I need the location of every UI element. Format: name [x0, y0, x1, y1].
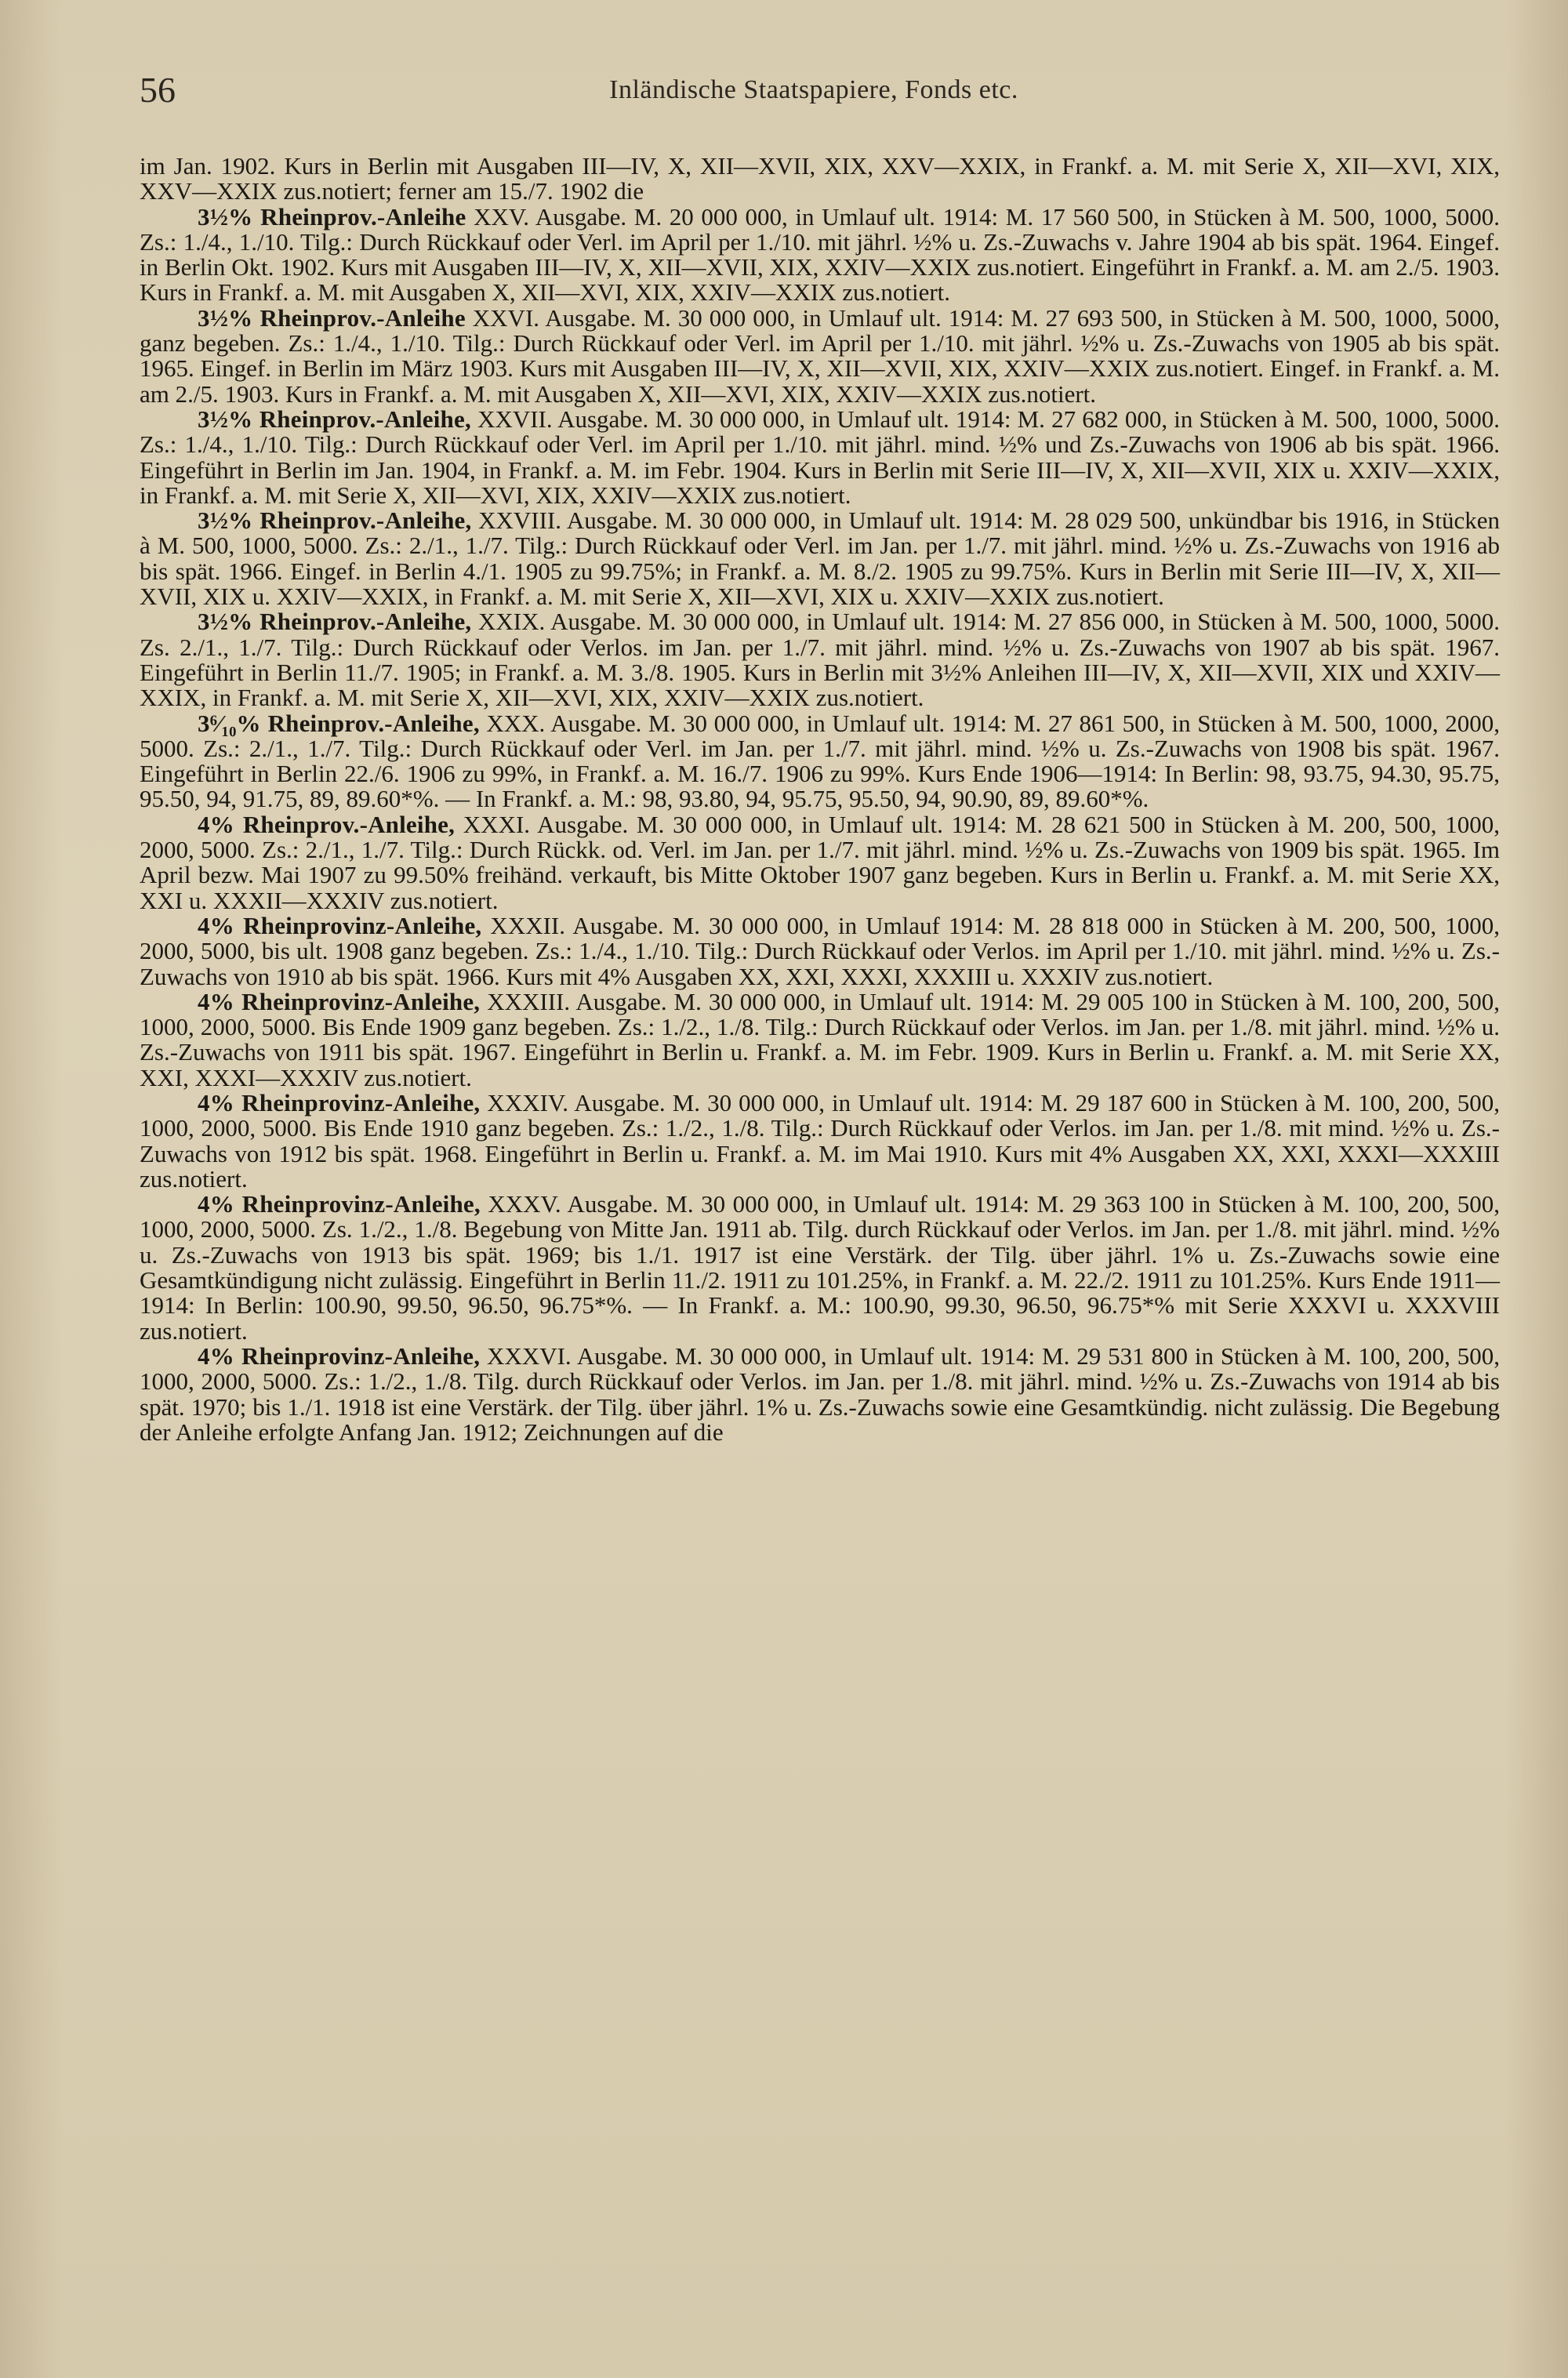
entry-text: XXXIV. Ausgabe. M. 30 000 000, in Umlauf ult. 1914: M. 29 187 600 in Stücken à M. 100, 200, 500, 1000, 2000, 5000. Bis Ende 1910 ganz begeben. Zs.: 1./2., 1./8. Tilg.: Durch Rückkauf oder Verlos. im Jan. per 1./8. mit mind. ½% u. Zs.-Zuwachs von 1912 bis spät. 1968. Eingeführt in Berlin u. Frankf. a. M. im Mai 1910. Kurs mit 4% Ausgaben XX, XXI, XXXI—XXXIII zus.notiert. — [140, 1088, 1501, 1193]
entry-text: XXXIII. Ausgabe. M. 30 000 000, in Umlauf ult. 1914: M. 29 005 100 in Stücken à M. 100, 200, 500, 1000, 2000, 5000. Bis Ende 1909 ganz begeben. Zs.: 1./2., 1./8. Tilg.: Durch Rückkauf oder Verlos. im Jan. per 1./8. mit jährl. mind. ½% u. Zs.-Zuwachs von 1911 bis spät. 1967. Eingeführt in Berlin u. Frankf. a. M. im Febr. 1909. Kurs in Berlin u. Frankf. a. M. mit Serie XX, XXI, XXXI—XXXIV zus.notiert. — [140, 987, 1500, 1091]
entry-anleihe-xxix — [140, 609, 1500, 710]
entry-text: XXVII. Ausgabe. M. 30 000 000, in Umlauf ult. 1914: M. 27 682 000, in Stücken à M. 500, 1000, 5000. Zs.: 1./4., 1./10. Tilg.: Durch Rückkauf oder Verl. im April per 1./10. mit jährl. mind. ½% und Zs.-Zuwachs von 1906 ab bis spät. 1966. Eingeführt in Berlin im Jan. 1904, in Frankf. a. M. im Febr. 1904. Kurs in Berlin mit Serie III—IV, X, XII—XVII, XIX u. XXIV—XXIX, in Frankf. a. M. mit Serie X, XII—XVI, XIX, XXIV—XXIX zus.notiert. — [140, 405, 1500, 509]
entry-text: XXXVI. Ausgabe. M. 30 000 000, in Umlauf ult. 1914: M. 29 531 800 in Stücken à M. 100, 200, 500, 1000, 2000, 5000. Zs.: 1./2., 1./8. Tilg. durch Rückkauf oder Verlos. im Jan. per 1./8. mit jährl. mind. ½% u. Zs.-Zuwachs von 1914 ab bis spät. 1970; bis 1./1. 1918 ist eine Verstärk. der Tilg. über jährl. 1% u. Zs.-Zuwachs sowie eine Gesamtkündig. nicht zulässig. Die Begebung der Anleihe erfolgte Anfang Jan. 1912; Zeichnungen auf die — [140, 1341, 1500, 1446]
entry-anleihe-xxxi — [140, 812, 1500, 913]
entry-text: XXIX. Ausgabe. M. 30 000 000, in Umlauf ult. 1914: M. 27 856 000, in Stücken à M. 500, 1000, 5000. Zs. 2./1., 1./7. Tilg.: Durch Rückkauf oder Verlos. im Jan. per 1./7. mit jährl. mind. ½% u. Zs.-Zuwachs von 1907 ab bis spät. 1967. Eingeführt in Berlin 11./7. 1905; in Frankf. a. M. 3./8. 1905. Kurs in Berlin mit 3½% Anleihen III—IV, X, XII—XVII, XIX und XXIV—XXIX, in Frankf. a. M. mit Serie X, XII—XVI, XIX, XXIV—XXIX zus.notiert. — [140, 608, 1501, 712]
entry-anleihe-xxxvi — [140, 1341, 1500, 1446]
entry-heading: 4% Rheinprovinz-Anleihe, — [198, 1190, 481, 1218]
entry-text: XXV. Ausgabe. M. 20 000 000, in Umlauf ult. 1914: M. 17 560 500, in Stücken à M. 500, 1000, 5000. Zs.: 1./4., 1./10. Tilg.: Durch Rückkauf oder Verl. im April per 1./10. mit jährl. ½% u. Zs.-Zuwachs v. Jahre 1904 ab bis spät. 1964. Eingef. in Berlin Okt. 1902. Kurs mit Ausgaben III—IV, X, XII—XVII, XIX, XXIV—XXIX zus.notiert. Eingeführt in Frankf. a. M. am 2./5. 1903. Kurs in Frankf. a. M. mit Ausgaben X, XII—XVI, XIX, XXIV—XXIX zus.notiert. — [140, 202, 1500, 307]
entry-text: XXXII. Ausgabe. M. 30 000 000, in Umlauf 1914: M. 28 818 000 in Stücken à M. 200, 500, 1000, 2000, 5000, bis ult. 1908 ganz begeben. Zs.: 1./4., 1./10. Tilg.: Durch Rückkauf oder Verlos. im April per 1./10. mit jährl. mind. ½% u. Zs.-Zuwachs von 1910 ab bis spät. 1966. Kurs mit 4% Ausgaben XX, XXI, XXXI, XXXIII u. XXXIV zus.notiert. — [140, 911, 1500, 990]
entry-text: XXVI. Ausgabe. M. 30 000 000, in Umlauf ult. 1914: M. 27 693 500, in Stücken à M. 500, 1000, 5000, ganz begeben. Zs.: 1./4., 1./10. Tilg.: Durch Rückkauf oder Verl. im April per 1./10. mit jährl. ½% u. Zs.-Zuwachs von 1905 ab bis spät. 1965. Eingef. in Berlin im März 1903. Kurs mit Ausgaben III—IV, X, XII—XVII, XIX, XXIV—XXIX zus.notiert. Eingef. in Frankf. a. M. am 2./5. 1903. Kurs in Frankf. a. M. mit Ausgaben X, XII—XVI, XIX, XXIV—XXIX zus.notiert. — [140, 303, 1501, 408]
entry-heading: 3½% Rheinprov.-Anleihe, — [198, 405, 471, 433]
entry-text: XXXV. Ausgabe. M. 30 000 000, in Umlauf ult. 1914: M. 29 363 100 in Stücken à M. 100, 200, 500, 1000, 2000, 5000. Zs. 1./2., 1./8. Begebung von Mitte Jan. 1911 ab. Tilg. durch Rückkauf oder Verlos. im Jan. per 1./8. mit jährl. mind. ½% u. Zs.-Zuwachs von 1913 bis spät. 1969; bis 1./1. 1917 ist eine Verstärk. der Tilg. über jährl. 1% u. Zs.-Zuwachs sowie eine Gesamtkündigung nicht zulässig. Eingeführt in Berlin 11./2. 1911 zu 101.25%, in Frankf. a. M. 22./2. 1911 zu 101.25%. Kurs Ende 1911—1914: In Berlin: 100.90, 99.50, 96.50, 96.75*%. — In Frankf. a. M.: 100.90, 99.30, 96.50, 96.75*% mit Serie XXXVI u. XXXVIII zus.notiert. — [140, 1190, 1500, 1345]
entry-anleihe-xxxiv — [140, 1088, 1501, 1193]
entry-anleihe-xxx — [140, 711, 1500, 812]
running-title: Inländische Staatspapiere, Fonds etc. — [609, 75, 1018, 104]
page-number: 56 — [140, 70, 176, 110]
paragraph-continuation — [140, 154, 1500, 205]
entry-heading: 4% Rheinprovinz-Anleihe, — [198, 987, 481, 1015]
entry-heading: 3½% Rheinprov.-Anleihe — [198, 202, 466, 231]
entry-heading: 3½% Rheinprov.-Anleihe, — [198, 506, 472, 535]
entry-anleihe-xxxii — [140, 913, 1500, 989]
entry-heading: 3½% Rheinprov.-Anleihe — [198, 303, 466, 332]
page-header — [140, 61, 1488, 124]
entry-anleihe-xxvi — [140, 303, 1501, 408]
entry-anleihe-xxv — [140, 202, 1500, 307]
entry-heading: 4% Rheinprovinz-Anleihe, — [198, 911, 482, 939]
entry-anleihe-xxxv — [140, 1192, 1500, 1344]
entry-text: XXXI. Ausgabe. M. 30 000 000, in Umlauf ult. 1914: M. 28 621 500 in Stücken à M. 200, 500, 1000, 2000, 5000. Zs.: 2./1., 1./7. Tilg.: Durch Rückk. od. Verl. im Jan. per 1./7. mit jährl. mind. ½% u. Zs.-Zuwachs von 1909 bis spät. 1965. Im April bezw. Mai 1907 zu 99.50% freihänd. verkauft, bis Mitte Oktober 1907 ganz begeben. Kurs in Berlin u. Frankf. a. M. mit Serie XX, XXI u. XXXII—XXXIV zus.notiert. — [140, 810, 1501, 914]
entry-heading: 3⁶⁄₁₀% Rheinprov.-Anleihe, — [198, 709, 480, 737]
entry-heading: 4% Rheinprovinz-Anleihe, — [198, 1088, 481, 1116]
entry-text: XXX. Ausgabe. M. 30 000 000, in Umlauf ult. 1914: M. 27 861 500, in Stücken à M. 500, 1000, 2000, 5000. Zs.: 2./1., 1./7. Tilg.: Durch Rückkauf oder Verl. im Jan. per 1./7. mit jährl. mind. ½% u. Zs.-Zuwachs von 1908 bis spät. 1967. Eingeführt in Berlin 22./6. 1906 zu 99%, in Frankf. a. M. 16./7. 1906 zu 99%. Kurs Ende 1906—1914: In Berlin: 98, 93.75, 94.30, 95.75, 95.50, 94, 91.75, 89, 89.60*%. — In Frankf. a. M.: 98, 93.80, 94, 95.75, 95.50, 94, 90.90, 89, 89.60*%. — [140, 709, 1500, 813]
entry-heading: 4% Rheinprov.-Anleihe, — [198, 810, 456, 838]
body-text — [140, 154, 1500, 1445]
entry-heading: 3½% Rheinprov.-Anleihe, — [198, 608, 472, 636]
entry-text: XXVIII. Ausgabe. M. 30 000 000, in Umlauf ult. 1914: M. 28 029 500, unkündbar bis 1916, in Stücken à M. 500, 1000, 5000. Zs.: 2./1., 1./7. Tilg.: Durch Rückkauf oder Verl. im Jan. per 1./7. mit jährl. mind. ½% u. Zs.-Zuwachs von 1916 ab bis spät. 1966. Eingef. in Berlin 4./1. 1905 zu 99.75%; in Frankf. a. M. 8./2. 1905 zu 99.75%. Kurs in Berlin mit Serie III—IV, X, XII—XVII, XIX u. XXIV—XXIX, in Frankf. a. M. mit Serie X, XII—XVI, XIX u. XXIV—XXIX zus.notiert. — [140, 506, 1500, 611]
entry-anleihe-xxviii — [140, 508, 1500, 609]
entry-text: im Jan. 1902. Kurs in Berlin mit Ausgaben III—IV, X, XII—XVII, XIX, XXV—XXIX, in Frankf. a. M. mit Serie X, XII—XVI, XIX, XXV—XXIX zus.notiert; ferner am 15./7. 1902 die — [140, 152, 1500, 205]
entry-heading: 4% Rheinprovinz-Anleihe, — [198, 1341, 481, 1370]
entry-anleihe-xxvii — [140, 407, 1500, 508]
entry-anleihe-xxxiii — [140, 989, 1500, 1091]
